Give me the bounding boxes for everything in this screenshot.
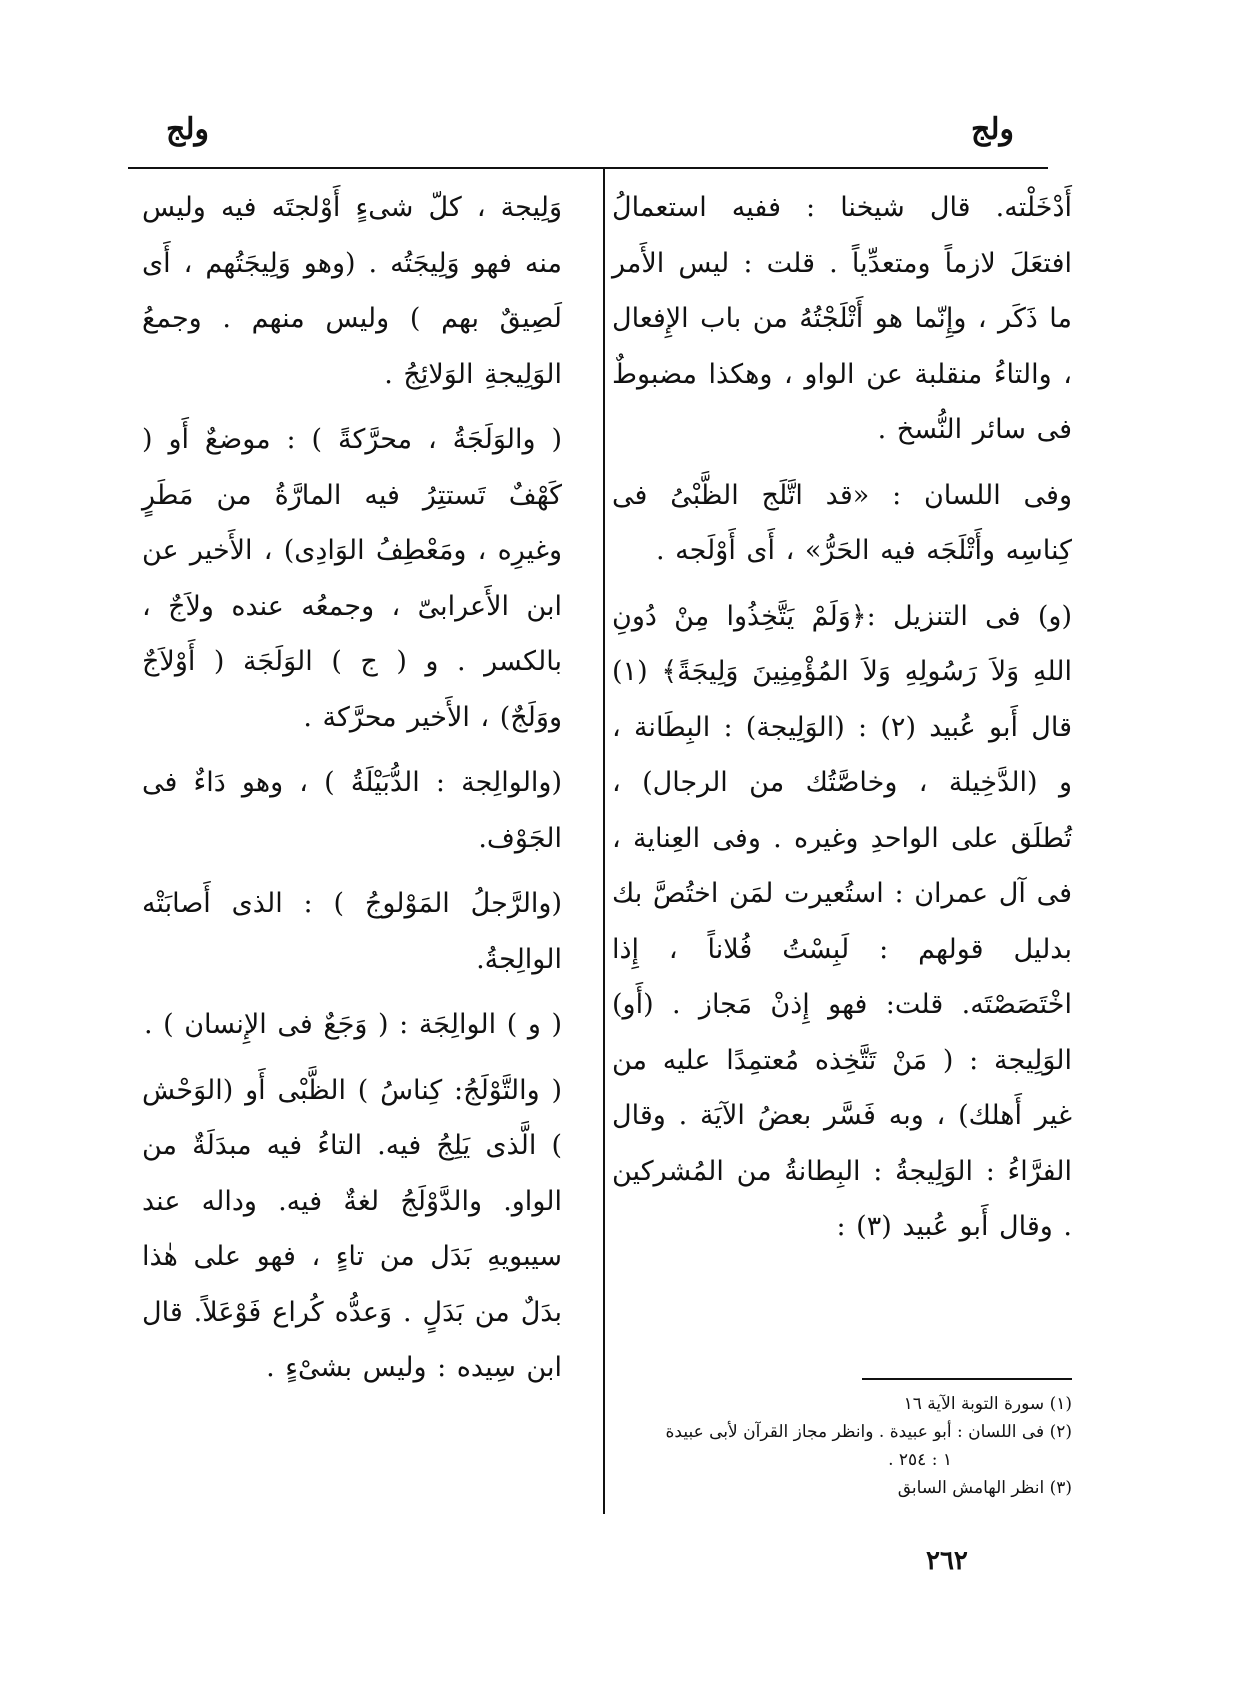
left-paragraph: (والوالِجة : الدُّبَيْلَةُ ) ، وهو دَاءٌ فى الجَوْف. <box>142 767 562 854</box>
footnote: (٢) فى اللسان : أبو عبيدة . وانظر مجاز القرآن لأبى عبيدة <box>665 1422 1072 1442</box>
left-column <box>142 180 562 1406</box>
right-paragraph: وفى اللسان : «قد اتَّلَج الظَّبْىُ فى كِناسِه وأَتْلَجَه فيه الحَرُّ» ، أَى أَوْلَجه . <box>612 479 1072 566</box>
left-paragraph: ( والتَّوْلَجُ: كِناسُ ) الظَّبْى أَو (الوَحْش ) الَّذى يَلِجُ فيه. التاءُ فيه مبدَلَةٌ من الواو. والدَّوْلَجُ لغةٌ فيه. وداله عند سيبويهِ بَدَل من تاءٍ ، فهو على هٰذا بدَلٌ من بَدَلٍ . وَعدُّه كُراع فَوْعَلاً. قال ابن سِيده : وليس بشىْءٍ . <box>142 1074 562 1383</box>
right-paragraph: أَدْخَلْته. قال شيخنا : ففيه استعمالُ افتعَلَ لازماً ومتعدِّياً . قلت : ليس الأَمر ما ذَكَر ، وإِنّما هو أَتْلَجْتُهُ من باب الإِفعال ، والتاءُ منقلبة عن الواو ، وهكذا مضبوطٌ فى سائر النُّسخ . <box>612 192 1072 445</box>
right-paragraph: (و) فى التنزيل :﴿وَلَمْ يَتَّخِذُوا مِنْ دُونِ اللهِ وَلاَ رَسُولِهِ وَلاَ المُؤْمِنِينَ وَلِيجَةً﴾ (١) قال أَبو عُبيد (٢) : (الوَلِيجة) : البِطَانة ، و (الدَّخِيلة ، وخاصَّتُك من الرجال) ، تُطلَق على الواحدِ وغيره . وفى العِناية ، فى آل عمران : استُعيرت لمَن اختُصَّ بك بدليل قولهم : لَبِسْتُ فُلاناً ، إِذا اخْتَصَصْتَه. قلت: فهو إِذنْ مَجاز . (أَو) الوَلِيجة : ( مَنْ تَتَّخِذه مُعتمِدًا عليه من غير أَهلك) ، وبه فَسَّر بعضُ الآيَة . وقال الفرَّاءُ : الوَلِيجةُ : البِطانةُ من المُشركين . وقال أَبو عُبيد (٣) : <box>612 600 1072 1242</box>
column-divider <box>603 167 605 1514</box>
left-paragraph: ( والوَلَجَةُ ، محرَّكةً ) : موضعٌ أَو ( كَهْفٌ تَستتِرُ فيه المارَّةُ من مَطَرٍ وغيرِه ، ومَعْطِفُ الوَادِى) ، الأَخير عن ابن الأَعرابىّ ، وجمعُه عنده ولاَجٌ ، بالكسر . و ( ج ) الوَلَجَة ( أَوْلاَجٌ ووَلَجٌ) ، الأَخير محرَّكة . <box>142 424 562 733</box>
right-column <box>612 180 1072 1265</box>
header-entry-word-right: ولج <box>971 112 1014 147</box>
footnote-rule <box>862 1378 1072 1380</box>
page-number: ٢٦٢ <box>926 1546 968 1576</box>
footnotes <box>632 1390 1072 1502</box>
left-paragraph: وَلِيجة ، كلّ شىءٍ أَوْلجتَه فيه وليس منه فهو وَلِيجَتُه . (وهو وَلِيجَتُهم ، أَى لَصِيقٌ بهم ) وليس منهم . وجمعُ الوَلِيجةِ الوَلائِجُ . <box>142 192 562 390</box>
footnote: (١) سورة التوبة الآية ١٦ <box>903 1394 1072 1414</box>
left-paragraph: ( و ) الوالِجَة : ( وَجَعٌ فى الإِنسان ) . <box>143 1009 562 1040</box>
left-paragraph: (والرَّجلُ المَوْلوجُ ) : الذى أَصابَتْه الوالِجةُ. <box>142 888 562 975</box>
header-entry-word-left: ولج <box>166 112 209 147</box>
header-rule <box>128 167 1048 169</box>
footnote-continuation: ١ : ٢٥٤ . <box>888 1450 952 1470</box>
footnote: (٣) انظر الهامش السابق <box>897 1478 1072 1498</box>
